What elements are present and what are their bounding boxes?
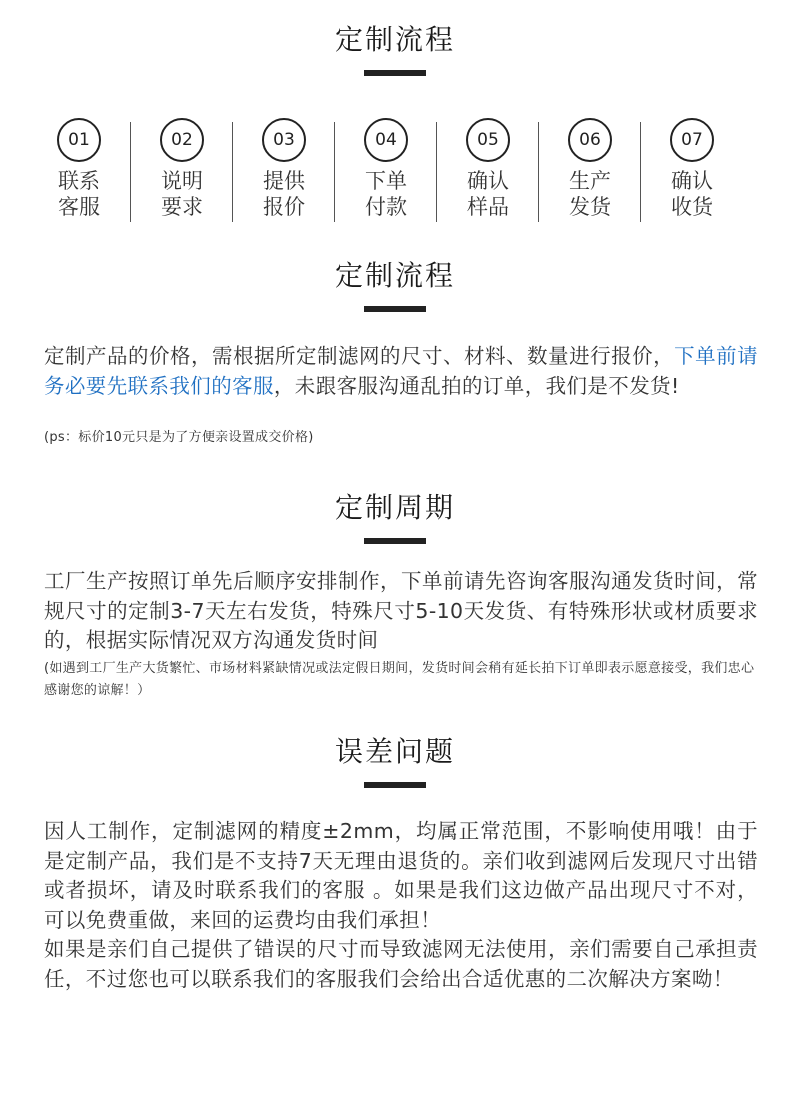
- process-title: 定制流程: [334, 23, 455, 56]
- title-underline: [364, 306, 426, 312]
- pricing-highlight: 下单前请务必要先联系我们的客服: [44, 344, 759, 398]
- error-text: [44, 817, 758, 994]
- title-underline: [364, 70, 426, 76]
- step-label: 联系客服: [58, 169, 100, 219]
- pricing-title: 定制流程: [334, 259, 455, 292]
- period-text: 工厂生产按照订单先后顺序安排制作，下单前请先咨询客服沟通发货时间，常规尺寸的定制3-7天左右发货，特殊尺寸5-10天发货、有特殊形状或材质要求的，根据实际情况双方沟通发货时间: [44, 569, 758, 652]
- step-label: 生产发货: [569, 169, 611, 219]
- step-label: 确认收货: [671, 169, 713, 219]
- error-paragraph-2: 如果是亲们自己提供了错误的尺寸而导致滤网无法使用，亲们需要自己承担责任，不过您也可以联系我们的客服我们会给出合适优惠的二次解决方案呦！: [44, 937, 758, 991]
- process-steps: [28, 118, 768, 222]
- step-3: [233, 118, 335, 222]
- step-1: [28, 118, 130, 222]
- step-2: [131, 118, 233, 222]
- step-number: 05: [466, 118, 510, 162]
- pricing-text-after: ，未跟客服沟通乱拍的订单，我们是不发货!: [273, 373, 680, 398]
- step-label: 说明要求: [161, 169, 203, 219]
- step-7: [641, 118, 743, 222]
- step-number: 07: [670, 118, 714, 162]
- pricing-text-before: 定制产品的价格，需根据所定制滤网的尺寸、材料、数量进行报价，: [44, 344, 675, 368]
- error-title: 误差问题: [334, 735, 455, 768]
- title-underline: [364, 538, 426, 544]
- error-paragraph-1: 因人工制作，定制滤网的精度±2mm，均属正常范围，不影响使用哦！由于是定制产品，我们是不支持7天无理由退货的。亲们收到滤网后发现尺寸出错或者损坏，请及时联系我们的客服 。如果是我们这边做产品出现尺寸不对，可以免费重做，来回的运费均由我们承担！: [44, 819, 758, 932]
- period-title: 定制周期: [334, 491, 455, 524]
- step-number: 02: [160, 118, 204, 162]
- step-4: [335, 118, 437, 222]
- step-5: [437, 118, 539, 222]
- pricing-text: [44, 342, 758, 401]
- step-number: 01: [57, 118, 101, 162]
- step-number: 04: [364, 118, 408, 162]
- step-label: 提供报价: [263, 169, 305, 219]
- title-underline: [364, 782, 426, 788]
- step-label: 下单付款: [365, 169, 407, 219]
- step-number: 03: [262, 118, 306, 162]
- step-number: 06: [568, 118, 612, 162]
- step-label: 确认样品: [467, 169, 509, 219]
- period-note: (如遇到工厂生产大货繁忙、市场材料紧缺情况或法定假日期间，发货时间会稍有延长拍下订单即表示愿意接受，我们忠心感谢您的谅解！）: [44, 661, 755, 698]
- pricing-note: (ps：标价10元只是为了方便亲设置成交价格): [44, 430, 314, 445]
- step-6: [539, 118, 641, 222]
